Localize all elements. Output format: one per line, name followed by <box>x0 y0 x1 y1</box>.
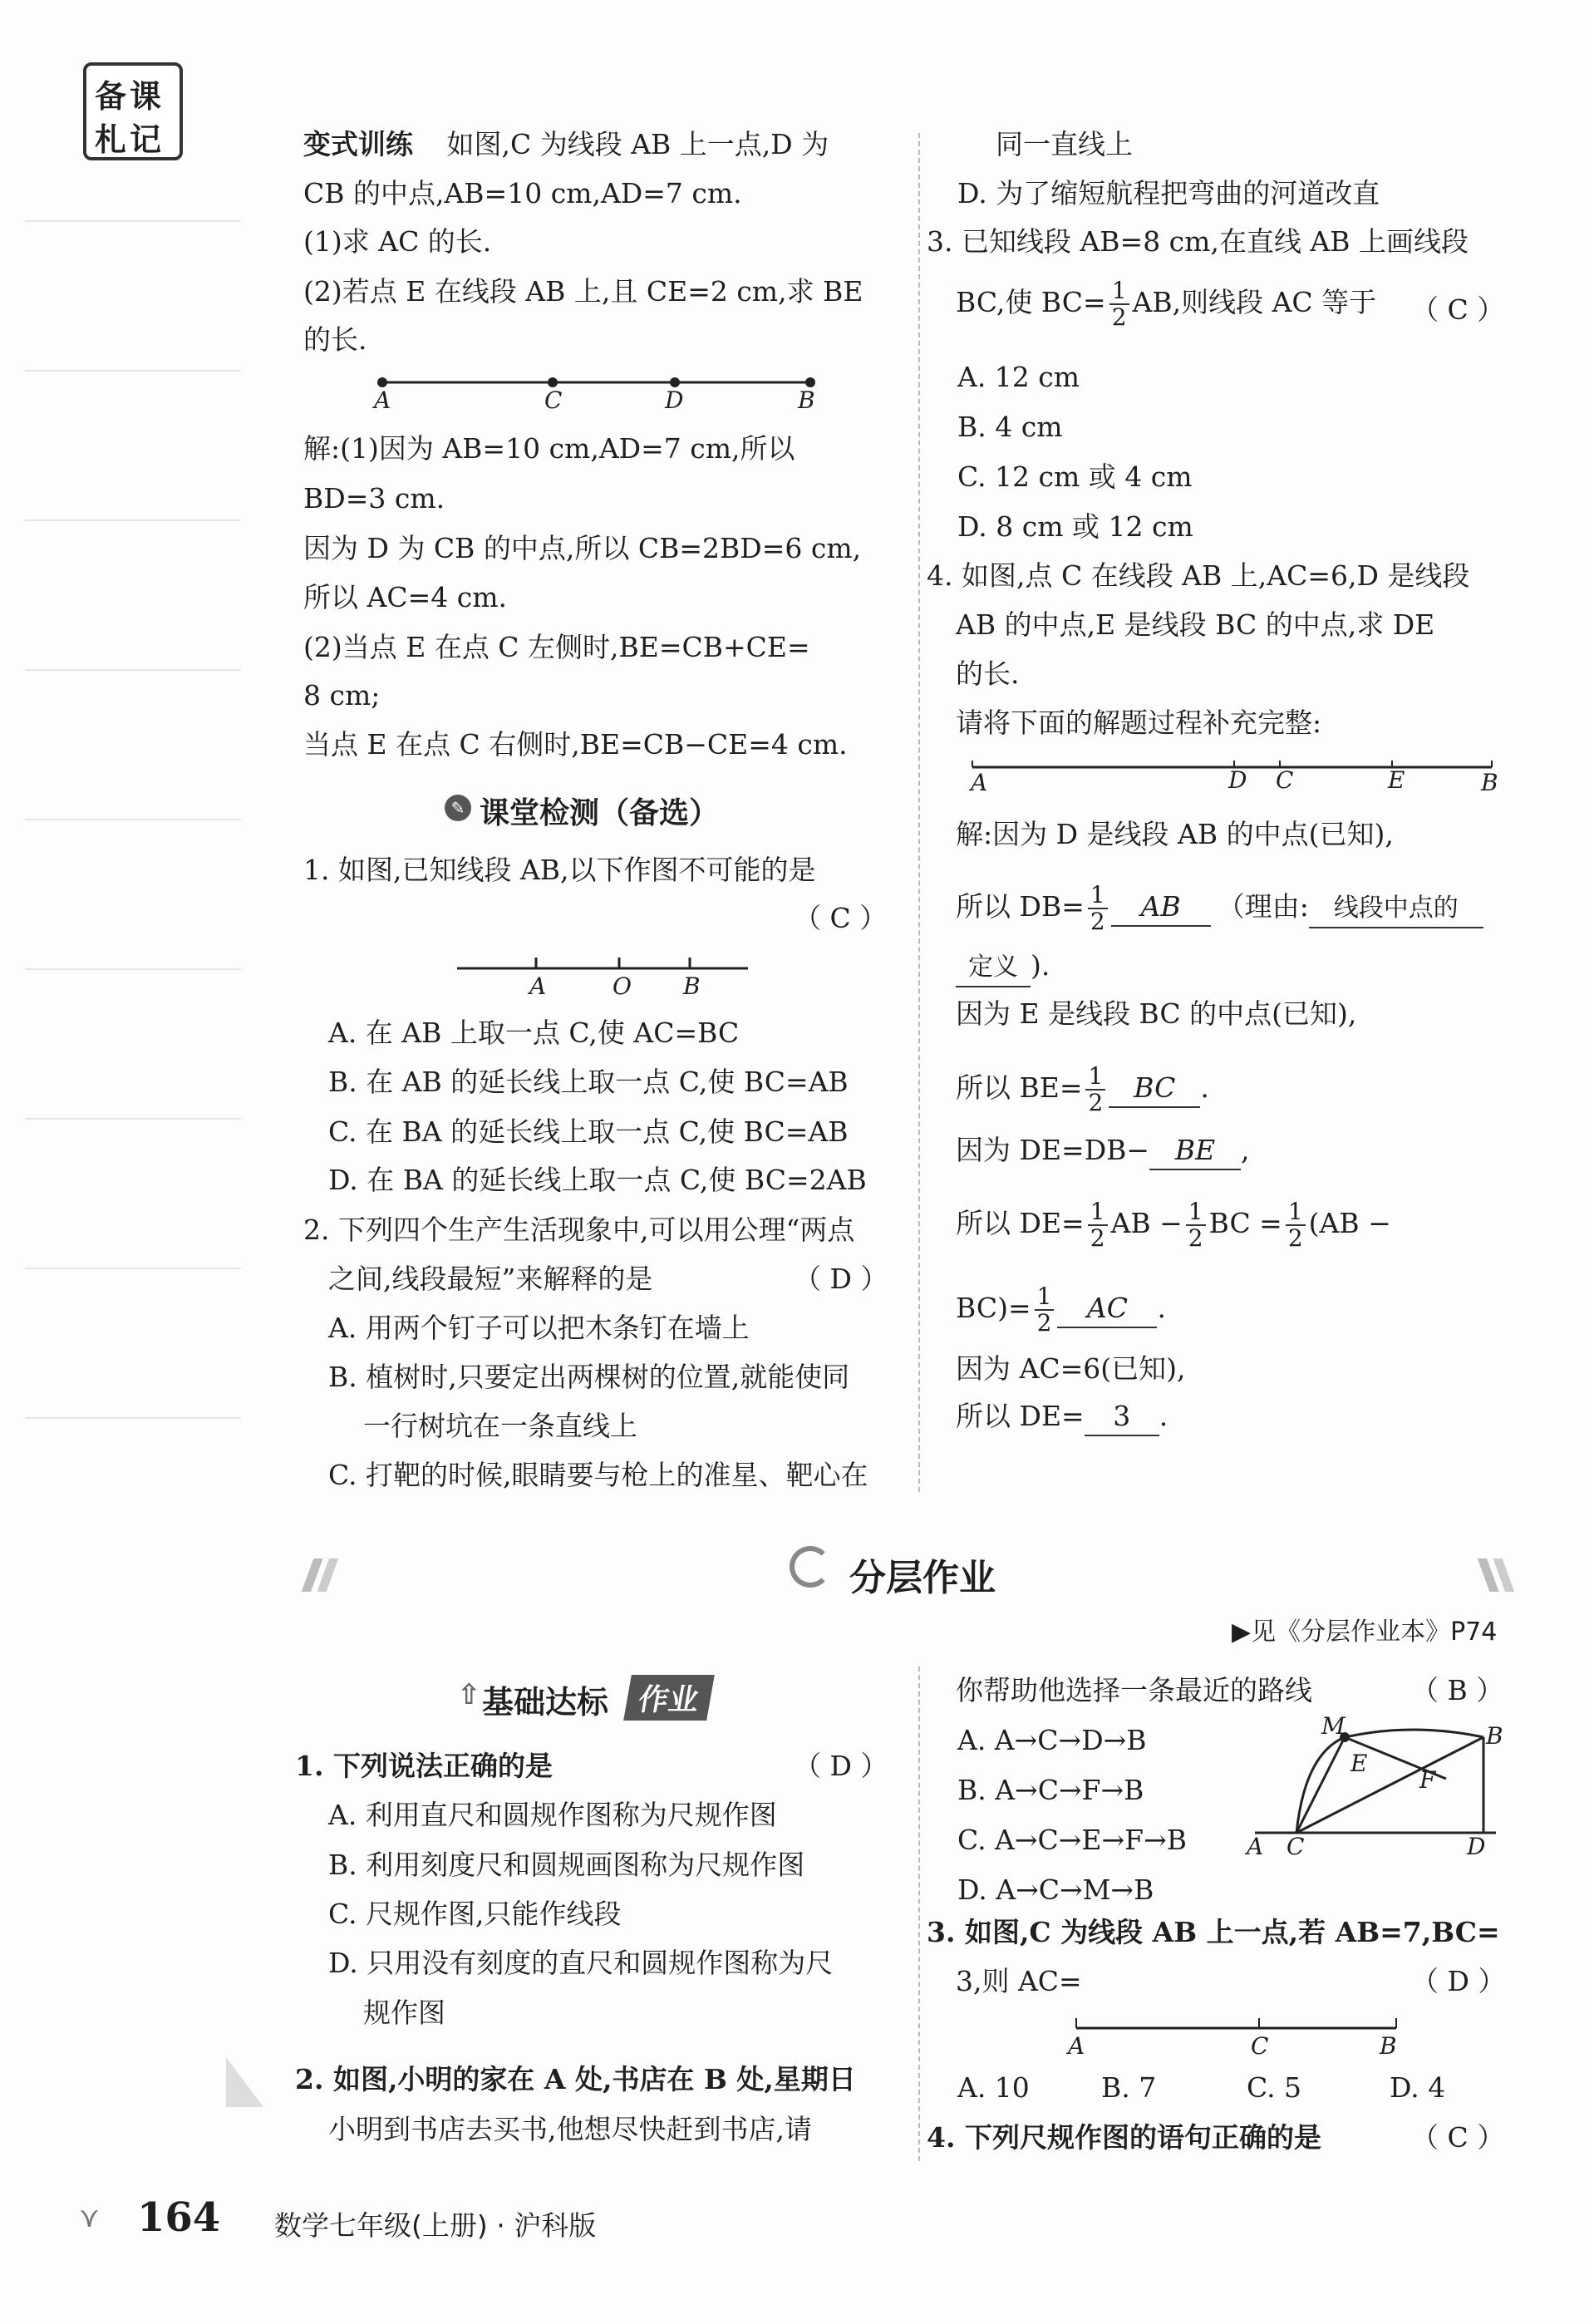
solution-line: 解:(1)因为 AB=10 cm,AD=7 cm,所以 <box>303 432 795 465</box>
fig3-label-a: A <box>971 769 988 796</box>
hw-q4-answer: （ C ） <box>1411 2121 1505 2154</box>
q3-line1: 3. 已知线段 AB=8 cm,在直线 AB 上画线段 <box>927 225 1469 258</box>
q4-line3: 的长. <box>956 657 1020 690</box>
option: C. 12 cm 或 4 cm <box>957 460 1193 493</box>
fraction-half: $\frac{1}{2}$ <box>1286 1199 1306 1251</box>
q4-line1: 4. 如图,点 C 在线段 AB 上,AC=6,D 是线段 <box>927 559 1470 592</box>
column-divider-bottom <box>918 1667 920 2161</box>
map-label-e: E <box>1350 1750 1368 1777</box>
map-label-m: M <box>1321 1712 1346 1740</box>
option: D. 在 BA 的延长线上取一点 C,使 BC=2AB <box>328 1164 867 1196</box>
route-option: C. A→C→E→F→B <box>957 1824 1187 1856</box>
column-divider-top <box>918 133 920 1492</box>
q4-line2: AB 的中点,E 是线段 BC 的中点,求 DE <box>956 608 1435 641</box>
fig2-label-o: O <box>613 972 632 1000</box>
classcheck-icon: ✎ <box>445 795 471 821</box>
option: D. 8 cm 或 12 cm <box>957 510 1193 543</box>
option: A. 12 cm <box>957 361 1080 393</box>
blank-be: BE <box>1149 1132 1241 1170</box>
option: B. 4 cm <box>957 411 1063 443</box>
sol-step-2: 所以 DB= <box>956 890 1085 923</box>
option-continuation: 规作图 <box>363 1997 445 2029</box>
sol-step-4: 所以 BE= <box>956 1071 1083 1104</box>
option: A. 利用直尺和圆规作图称为尺规作图 <box>328 1799 777 1831</box>
segment-figure-acdb <box>366 370 831 420</box>
hw-q2-line1: 2. 如图,小明的家在 A 处,书店在 B 处,星期日 <box>295 2063 856 2095</box>
segment-figure-acb <box>1072 2011 1405 2036</box>
corner-fold-deco <box>226 2057 263 2107</box>
fig4-label-b: B <box>1380 2032 1397 2060</box>
q3-line2b: AB,则线段 AC 等于 <box>1132 286 1377 318</box>
map-label-f: F <box>1419 1766 1436 1794</box>
question-2-line2: 的长. <box>303 323 367 356</box>
blank-bc: BC <box>1109 1070 1200 1108</box>
solution-line: 当点 E 在点 C 右侧时,BE=CB−CE=4 cm. <box>303 728 848 761</box>
badge-line1: 备课 <box>95 78 165 115</box>
fraction-half: $\frac{1}{2}$ <box>1088 1199 1108 1251</box>
q3-line2a: BC,使 BC= <box>956 286 1106 318</box>
banner-title: 分层作业 <box>849 1557 996 1599</box>
fraction-half: $\frac{1}{2}$ <box>1109 278 1129 330</box>
sol-step-6: 所以 DE= <box>956 1207 1085 1239</box>
fig2-label-a: A <box>529 972 547 1000</box>
blank-ac: AC <box>1057 1290 1157 1328</box>
fig4-label-a: A <box>1068 2032 1085 2060</box>
fig2-label-b: B <box>683 972 701 1000</box>
fig1-label-c: C <box>544 387 563 414</box>
hw-q3-line2: 3,则 AC= <box>956 1965 1082 1997</box>
sol-step-3: 因为 E 是线段 BC 的中点(已知), <box>956 997 1357 1030</box>
fig1-label-a: A <box>374 387 391 414</box>
banner-icon <box>790 1546 831 1588</box>
option: C. 尺规作图,只能作线段 <box>328 1898 622 1930</box>
fraction-half: $\frac{1}{2}$ <box>1085 1064 1105 1115</box>
option: C. 打靶的时候,眼睛要与枪上的准星、靶心在 <box>328 1459 868 1491</box>
hw-q3-line1: 3. 如图,C 为线段 AB 上一点,若 AB=7,BC= <box>927 1916 1500 1948</box>
hw-q3-answer: （ D ） <box>1411 1965 1506 1997</box>
fig1-label-b: B <box>798 387 815 414</box>
badge-line2: 札记 <box>95 121 165 158</box>
solution-line: 8 cm; <box>303 679 381 711</box>
solution-line: (2)当点 E 在点 C 左侧时,BE=CB+CE= <box>303 631 810 663</box>
route-option: A. A→C→D→B <box>957 1724 1147 1756</box>
footer-deco-icon: ⋎ <box>79 2201 100 2234</box>
notes-badge <box>83 62 183 160</box>
fraction-half: $\frac{1}{2}$ <box>1186 1199 1206 1251</box>
question-1: (1)求 AC 的长. <box>303 225 492 258</box>
option: A. 在 AB 上取一点 C,使 AC=BC <box>328 1017 740 1049</box>
check-q1-stem: 1. 如图,已知线段 AB,以下作图不可能的是 <box>303 854 816 886</box>
option-continuation: 同一直线上 <box>996 128 1133 160</box>
hw-q1-answer: （ D ） <box>794 1750 888 1782</box>
fig3-label-b: B <box>1481 769 1498 796</box>
sol-step-7: BC)= <box>956 1292 1031 1324</box>
solution-line: 因为 D 为 CB 的中点,所以 CB=2BD=6 cm, <box>303 532 862 564</box>
option: C. 在 BA 的延长线上取一点 C,使 BC=AB <box>328 1115 849 1148</box>
variant-line2: CB 的中点,AB=10 cm,AD=7 cm. <box>303 177 742 209</box>
check-q2-answer: （ D ） <box>794 1263 888 1295</box>
section-label: 基础达标 <box>482 1684 609 1721</box>
book-title: 数学七年级(上册) · 沪科版 <box>274 2209 597 2242</box>
check-q1-answer: （ C ） <box>794 902 888 934</box>
option: B. 植树时,只要定出两棵树的位置,就能使同 <box>328 1361 850 1393</box>
route-option: D. A→C→M→B <box>957 1873 1154 1906</box>
option: A. 用两个钉子可以把木条钉在墙上 <box>328 1312 750 1344</box>
sol-step-8: 因为 AC=6(已知), <box>956 1352 1186 1385</box>
question-2-line1: (2)若点 E 在线段 AB 上,且 CE=2 cm,求 BE <box>303 275 863 308</box>
hw-q2-line2: 小明到书店去买书,他想尽快赶到书店,请 <box>328 2113 812 2145</box>
variant-line1: 如图,C 为线段 AB 上一点,D 为 <box>446 128 829 160</box>
fig3-label-c: C <box>1276 766 1294 794</box>
route-option: B. A→C→F→B <box>957 1774 1144 1806</box>
check-q2-line1: 2. 下列四个生产生活现象中,可以用公理“两点 <box>303 1214 855 1246</box>
banner-reference: ▶见《分层作业本》P74 <box>1232 1617 1498 1647</box>
option: B. 在 AB 的延长线上取一点 C,使 BC=AB <box>328 1066 849 1098</box>
page-number: 164 <box>137 2194 221 2241</box>
fig3-label-d: D <box>1228 766 1247 794</box>
banner-right-deco <box>1471 1558 1521 1592</box>
option-continuation: 一行树坑在一条直线上 <box>363 1410 637 1442</box>
hw-q2-answer: （ B ） <box>1411 1674 1504 1706</box>
map-label-b: B <box>1486 1722 1503 1750</box>
section-tag: 作业 <box>623 1675 715 1721</box>
fraction-half: $\frac{1}{2}$ <box>1035 1284 1055 1336</box>
q3-answer: （ C ） <box>1411 293 1505 326</box>
solution-line: 所以 AC=4 cm. <box>303 581 507 613</box>
q4-prompt: 请将下面的解题过程补充完整: <box>956 707 1322 739</box>
option: B. 7 <box>1101 2071 1157 2104</box>
blank-reason-2: 定义 <box>956 949 1031 987</box>
option: C. 5 <box>1247 2071 1302 2104</box>
blank-ab: AB <box>1111 889 1211 927</box>
fig1-label-d: D <box>665 387 684 414</box>
fig3-label-e: E <box>1388 766 1405 794</box>
sol-step-9: 所以 DE= <box>956 1400 1085 1432</box>
check-q2-line2: 之间,线段最短”来解释的是 <box>328 1263 653 1295</box>
fraction-half: $\frac{1}{2}$ <box>1088 883 1108 934</box>
blank-reason-1: 线段中点的 <box>1309 890 1483 928</box>
hw-q4-stem: 4. 下列尺规作图的语句正确的是 <box>927 2121 1321 2154</box>
up-arrow-icon: ⇧ <box>457 1678 481 1711</box>
map-label-c: C <box>1287 1833 1305 1860</box>
hw-q2-cont: 你帮助他选择一条最近的路线 <box>956 1674 1312 1706</box>
fig4-label-c: C <box>1251 2032 1269 2060</box>
solution-line: BD=3 cm. <box>303 482 445 515</box>
map-label-d: D <box>1467 1833 1486 1860</box>
blank-3: 3 <box>1085 1398 1159 1436</box>
segment-figure-aob <box>457 948 756 972</box>
option: D. 4 <box>1390 2071 1446 2104</box>
variant-label: 变式训练 <box>303 128 413 160</box>
section-title: 课堂检测（备选） <box>480 796 720 830</box>
option: D. 只用没有刻度的直尺和圆规作图称为尺 <box>328 1947 834 1979</box>
banner-left-deco <box>295 1558 345 1592</box>
option: A. 10 <box>957 2071 1030 2104</box>
map-label-a: A <box>1247 1833 1264 1860</box>
option-d: D. 为了缩短航程把弯曲的河道改直 <box>957 177 1380 209</box>
option: B. 利用刻度尺和圆规画图称为尺规作图 <box>328 1849 805 1881</box>
hw-q1-stem: 1. 下列说法正确的是 <box>295 1750 553 1782</box>
sol-step-5: 因为 DE=DB− <box>956 1134 1150 1166</box>
sol-step-1: 解:因为 D 是线段 AB 的中点(已知), <box>956 818 1394 850</box>
